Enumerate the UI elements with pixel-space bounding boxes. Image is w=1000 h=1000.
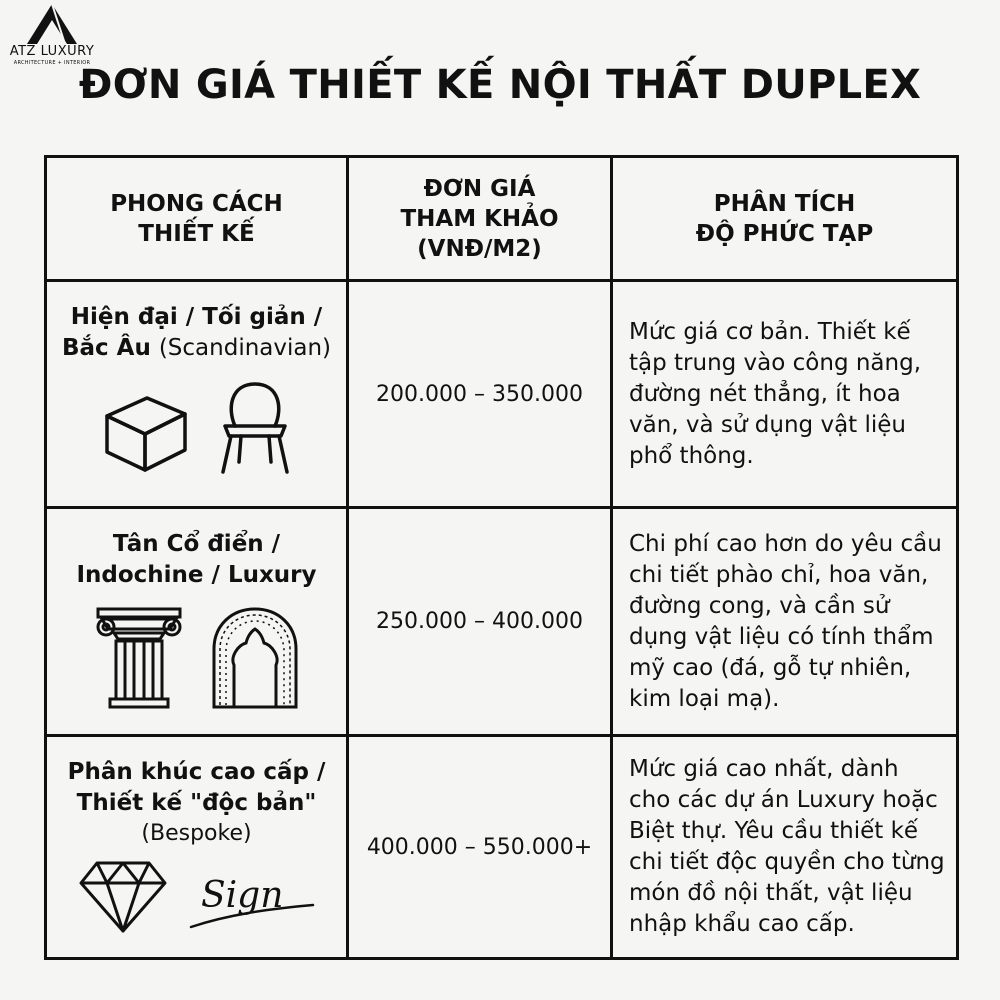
brand-tagline: ARCHITECTURE + INTERIOR	[13, 60, 91, 66]
price-cell: 400.000 – 550.000+	[348, 736, 612, 959]
price-cell: 250.000 – 400.000	[348, 508, 612, 736]
diamond-icon	[77, 859, 169, 935]
header-complexity: PHÂN TÍCH ĐỘ PHỨC TẠP	[612, 157, 958, 281]
style-cell: Hiện đại / Tối giản / Bắc Âu (Scandinavian)	[46, 281, 348, 508]
header-style: PHONG CÁCH THIẾT KẾ	[46, 157, 348, 281]
brand-name: ATZ LUXURY	[9, 44, 95, 59]
complexity-cell: Mức giá cao nhất, dành cho các dự án Luxury hoặc Biệt thự. Yêu cầu thiết kế chi tiết độc quyền cho từng món đồ nội thất, vật liệu nhập khẩu cao cấp.	[612, 736, 958, 959]
complexity-cell: Mức giá cơ bản. Thiết kế tập trung vào công năng, đường nét thẳng, ít hoa văn, và sử dụng vật liệu phổ thông.	[612, 281, 958, 508]
table-header-row	[46, 157, 958, 281]
page-title: ĐƠN GIÁ THIẾT KẾ NỘI THẤT DUPLEX	[78, 62, 922, 108]
chair-icon	[217, 378, 293, 474]
ornate-arch-icon	[210, 605, 300, 709]
header-price: ĐƠN GIÁ THAM KHẢO (VNĐ/M2)	[348, 157, 612, 281]
style-cell: Tân Cổ điển / Indochine / Luxury	[46, 508, 348, 736]
style-cell: Phân khúc cao cấp / Thiết kế "độc bản" (Bespoke) Sign	[46, 736, 348, 959]
complexity-cell: Chi phí cao hơn do yêu cầu chi tiết phào chỉ, hoa văn, đường cong, và cần sử dụng vật liệu có tính thẩm mỹ cao (đá, gỗ tự nhiên, kim loại mạ).	[612, 508, 958, 736]
table-row	[46, 281, 958, 508]
ionic-column-icon	[94, 605, 184, 709]
table-row	[46, 508, 958, 736]
cube-icon	[101, 390, 191, 474]
price-cell: 200.000 – 350.000	[348, 281, 612, 508]
svg-text:Sign: Sign	[200, 875, 283, 916]
price-table	[44, 155, 959, 960]
table-row	[46, 736, 958, 959]
brand-logo	[4, 2, 100, 66]
signature-icon	[187, 865, 317, 935]
logo-mark-icon	[23, 2, 81, 46]
